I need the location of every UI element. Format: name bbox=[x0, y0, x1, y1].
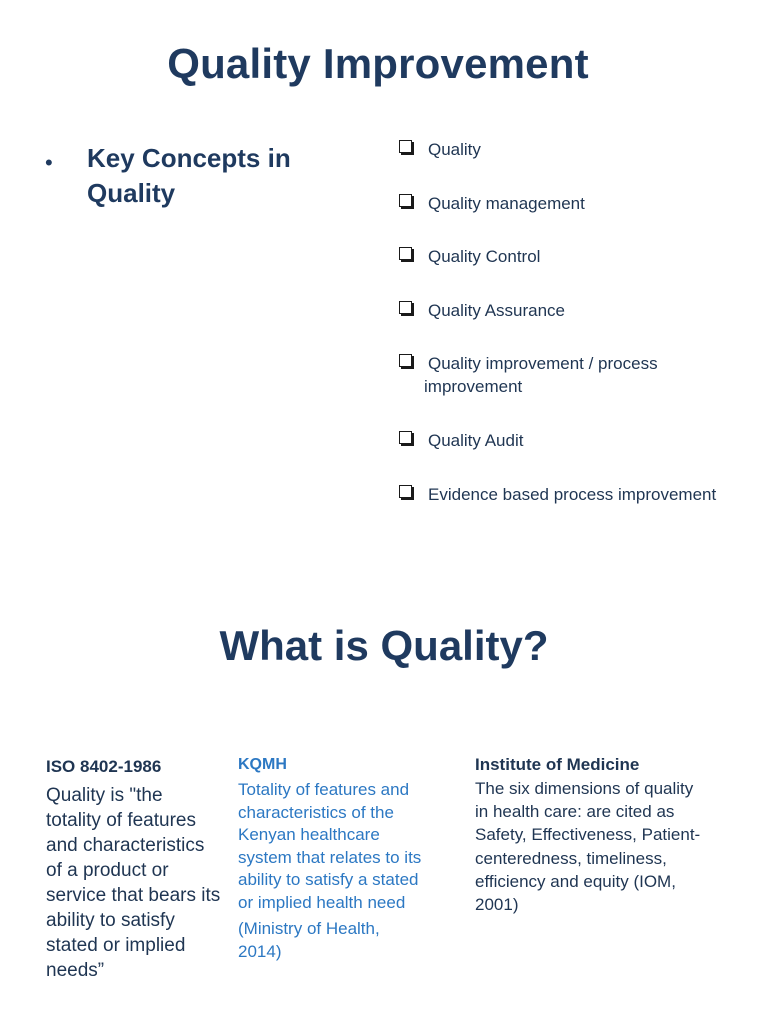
checkbox-icon bbox=[399, 431, 412, 444]
definition-heading: ISO 8402-1986 bbox=[46, 757, 162, 776]
list-item: Quality management bbox=[398, 192, 738, 215]
definition-iom bbox=[475, 753, 705, 916]
definition-body: Totality of features and characteristics of the Kenyan healthcare system that relates to its ability to satisfy a stated or implied health need bbox=[238, 780, 422, 912]
checkbox-icon bbox=[399, 354, 412, 367]
key-concepts-bullet: Key Concepts in Quality bbox=[87, 143, 291, 208]
definition-body: The six dimensions of quality in health care: are cited as Safety, Effectiveness, Patient-centeredness, timeliness, efficiency and equity (IOM, 2001) bbox=[475, 779, 701, 915]
list-item: Quality Audit bbox=[398, 429, 738, 452]
list-item: Quality improvement / process improvement bbox=[398, 352, 738, 398]
list-item: Quality Assurance bbox=[398, 299, 738, 322]
checkbox-icon bbox=[399, 194, 412, 207]
definition-heading: KQMH bbox=[238, 756, 287, 773]
definition-kqmh bbox=[238, 753, 423, 963]
bullet-dot-icon: • bbox=[45, 150, 53, 175]
definition-heading: Institute of Medicine bbox=[475, 755, 640, 774]
checkbox-icon bbox=[399, 140, 412, 153]
checkbox-icon bbox=[399, 485, 412, 498]
slide-title: Quality Improvement bbox=[167, 40, 589, 87]
definition-iso bbox=[46, 753, 221, 983]
section-title: What is Quality? bbox=[219, 622, 549, 669]
definition-body: Quality is "the totality of features and characteristics of a product or service that bears its ability to satisfy stated or implied needs” bbox=[46, 785, 221, 981]
list-item: Quality bbox=[398, 138, 738, 161]
list-item: Quality Control bbox=[398, 245, 738, 268]
definition-citation: (Ministry of Health, 2014) bbox=[238, 919, 380, 961]
checkbox-icon bbox=[399, 247, 412, 260]
list-item: Evidence based process improvement bbox=[398, 483, 738, 506]
checkbox-icon bbox=[399, 301, 412, 314]
